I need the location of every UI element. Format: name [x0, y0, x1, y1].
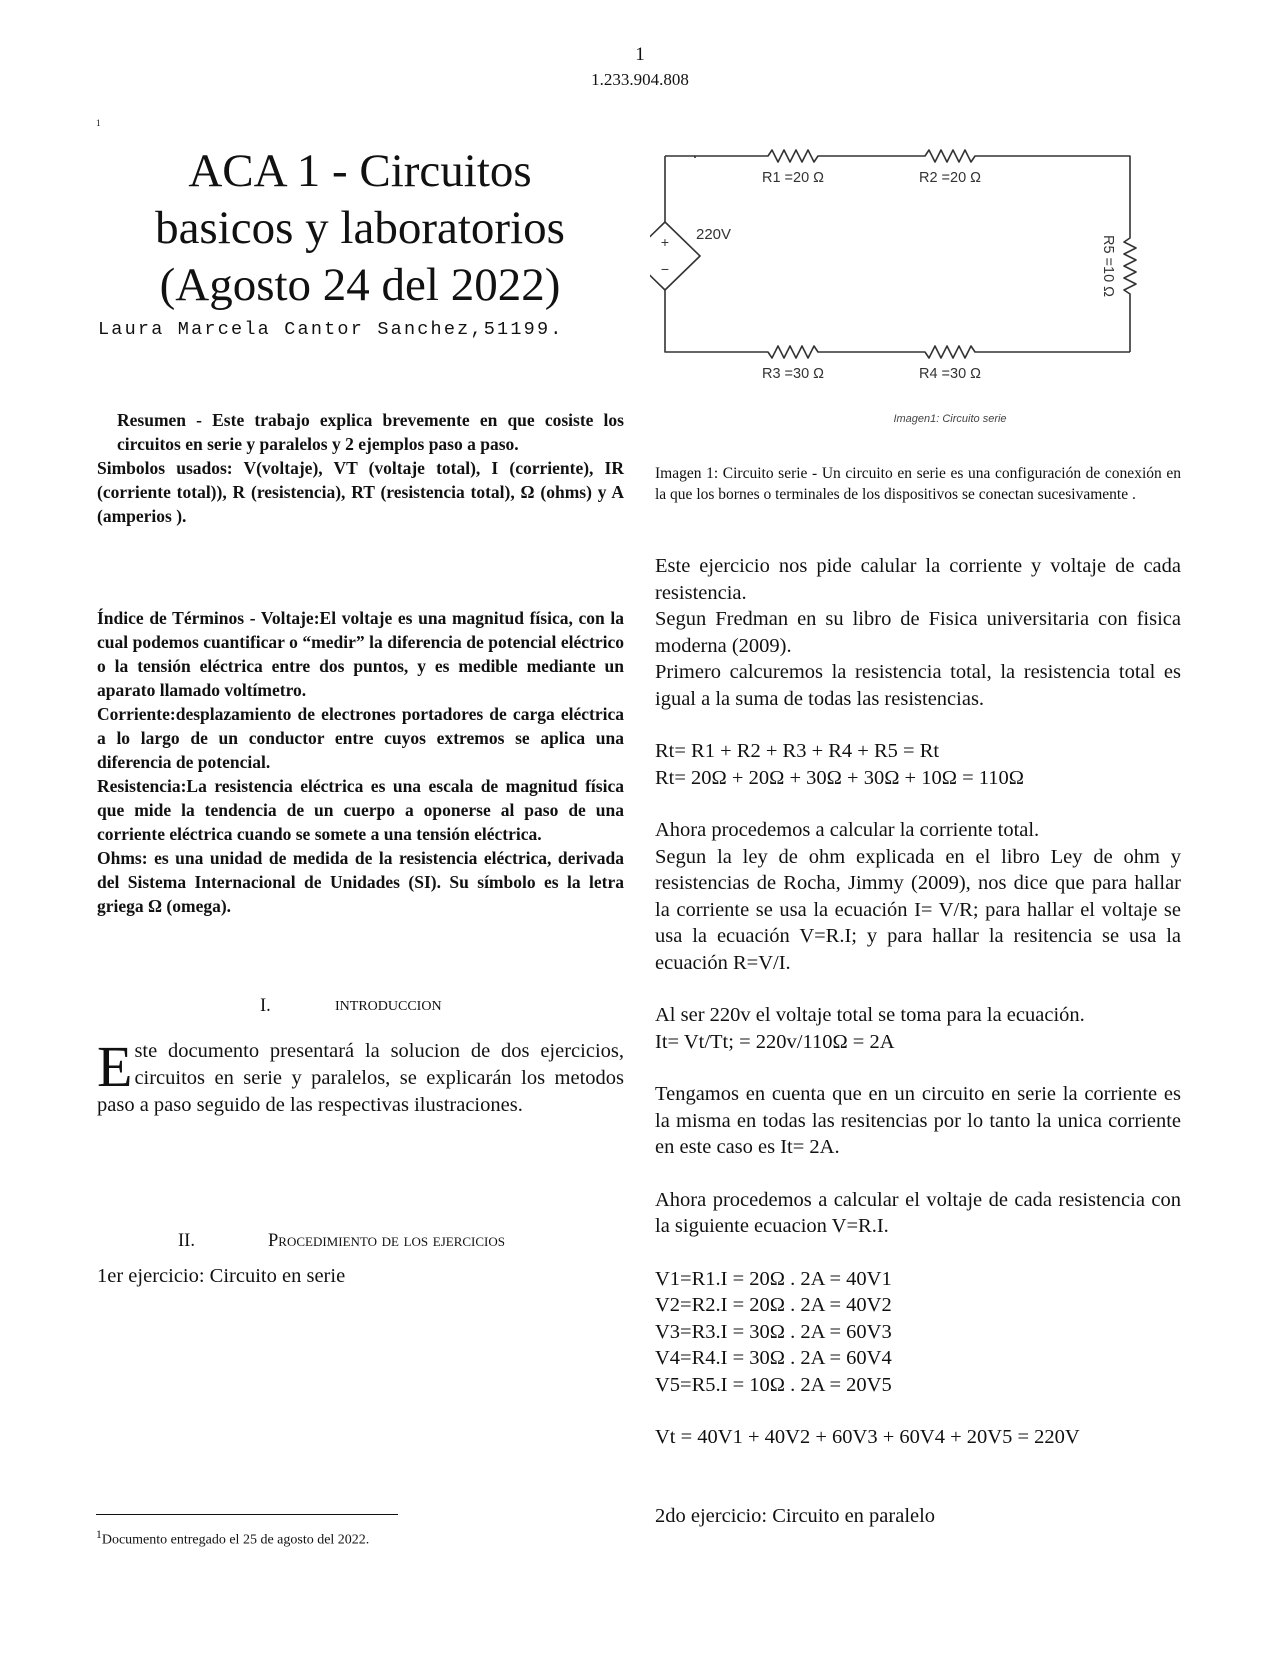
body-p7: Tengamos en cuenta que en un circuito en serie la corriente es la misma en todas las resitencias por lo tanto la unica corriente en este caso es It= 2A.	[655, 1083, 1181, 1158]
wire-bottom	[665, 290, 1130, 358]
footnote-sup: 1	[96, 1528, 102, 1541]
exercise-1-heading: 1er ejercicio: Circuito en serie	[97, 1265, 346, 1287]
body-p6: Al ser 220v el voltaje total se toma para la ecuación.	[655, 1004, 1085, 1026]
source-label: 220V	[696, 226, 732, 243]
index-term-corriente: Corriente:desplazamiento de electrones portadores de carga eléctrica a lo largo de un conductor entre cuyos extremos se aplica una diferencia de potencial.	[97, 704, 624, 772]
title-line-1: ACA 1 - Circuitos	[188, 145, 532, 197]
equation-v2: V2=R2.I = 20Ω . 2A = 40V2	[655, 1294, 892, 1316]
document-id: 1.233.904.808	[591, 70, 689, 89]
title-line-3: (Agosto 24 del 2022)	[159, 259, 561, 311]
author-line: Laura Marcela Cantor Sanchez,51199.	[98, 319, 564, 340]
equation-it: It= Vt/Tt; = 220v/110Ω = 2A	[655, 1030, 895, 1053]
figure-caption: Imagen 1: Circuito serie - Un circuito en serie es una configuración de conexión en la que los bornes o terminales de los dispositivos se conectan sucesivamente .	[655, 465, 1181, 503]
equation-vt: Vt = 40V1 + 40V2 + 60V3 + 60V4 + 20V5 = 220V	[655, 1426, 1080, 1448]
equation-rt-values: Rt= 20Ω + 20Ω + 30Ω + 30Ω + 10Ω = 110Ω	[655, 766, 1025, 789]
section-2-heading	[178, 1231, 505, 1252]
figure-inner-caption: Imagen1: Circuito serie	[893, 413, 1007, 425]
index-term-voltaje: Índice de Términos - Voltaje:El voltaje es una magnitud física, con la cual podemos cuantificar o “medir” la diferencia de potencial eléctrico o la tensión eléctrica entre dos puntos, y es medible mediante un aparato llamado voltímetro.	[97, 608, 624, 700]
body-p2: Segun Fredman en su libro de Fisica universitaria con fisica moderna (2009).	[655, 608, 1181, 657]
page-number: 1	[635, 44, 645, 65]
section-1-numeral: I.	[260, 996, 271, 1016]
index-terms	[97, 606, 624, 918]
introduction-paragraph	[97, 1034, 624, 1119]
wire-left	[665, 156, 695, 222]
abstract-summary: Resumen - Este trabajo explica brevemente en que cosiste los circuitos en serie y paralelos y 2 ejemplos paso a paso.	[117, 410, 624, 454]
equation-rt-symbolic: Rt= R1 + R2 + R3 + R4 + R5 = Rt	[655, 740, 940, 762]
equation-v3: V3=R3.I = 30Ω . 2A = 60V3	[655, 1320, 892, 1343]
footnote-rule	[96, 1514, 398, 1515]
body-p3: Primero calcuremos la resistencia total, la resistencia total es igual a la suma de todas las resistencias.	[655, 661, 1181, 710]
dropcap-letter: E	[97, 1034, 133, 1099]
voltage-source-diamond	[650, 222, 700, 290]
introduction-text: ste documento presentará la solucion de dos ejercicios, circuitos en serie y paralelos, se explicarán los metodos paso a paso seguido de las respectivas ilustraciones.	[97, 1040, 624, 1116]
index-term-resistencia: Resistencia:La resistencia eléctrica es una escala de magnitud física que mide la tendencia de un cuerpo a oponerse al paso de una corriente eléctrica cuando se somete a una tensión eléctrica.	[97, 776, 624, 844]
r5-label: R5 =10 Ω	[1100, 234, 1116, 298]
r3-label: R3 =30 Ω	[761, 366, 825, 382]
right-column-body	[655, 553, 1181, 1529]
equation-v1: V1=R1.I = 20Ω . 2A = 40V1	[655, 1267, 892, 1290]
body-p4: Ahora procedemos a calcular la corriente total.	[655, 819, 1040, 841]
body-p1: Este ejercicio nos pide calular la corriente y voltaje de cada resistencia.	[655, 555, 1181, 604]
abstract-symbols: Simbolos usados: V(voltaje), VT (voltaje total), I (corriente), IR (corriente total)), R (resistencia), RT (resistencia total), Ω (ohms) y A (amperios ).	[97, 458, 624, 526]
equation-v4: V4=R4.I = 30Ω . 2A = 60V4	[655, 1347, 892, 1369]
title-line-2: basicos y laboratorios	[155, 202, 565, 254]
exercise-2-heading: 2do ejercicio: Circuito en paralelo	[655, 1504, 936, 1527]
equation-v5: V5=R5.I = 10Ω . 2A = 20V5	[655, 1373, 892, 1396]
footnote	[96, 1528, 369, 1549]
section-1-heading	[260, 996, 442, 1017]
r1-label: R1 =20 Ω	[761, 170, 825, 186]
r4-label: R4 =30 Ω	[918, 366, 982, 382]
section-1-title: INTRODUCCION	[335, 999, 442, 1014]
body-p8: Ahora procedemos a calcular el voltaje de cada resistencia con la siguiente ecuacion V=R.I.	[655, 1188, 1181, 1237]
series-circuit-diagram	[650, 140, 1170, 440]
source-plus: +	[660, 234, 670, 250]
r2-label: R2 =20 Ω	[918, 170, 982, 186]
source-minus: −	[660, 261, 670, 277]
body-p5: Segun la ley de ohm explicada en el libro Ley de ohm y resistencias de Rocha, Jimmy (2009), nos dice que para hallar la corriente se usa la ecuación I= V/R; para hallar el voltaje se usa la ecuación V=R.I; y para hallar la resitencia se usa la ecuación R=V/I.	[655, 845, 1181, 974]
abstract	[97, 408, 624, 528]
section-2-title: Procedimiento de los ejercicios	[268, 1231, 505, 1251]
footnote-mark: 1	[96, 118, 101, 128]
section-2-numeral: II.	[178, 1231, 195, 1251]
index-term-ohms: Ohms: es una unidad de medida de la resistencia eléctrica, derivada del Sistema Internacional de Unidades (SI). Su símbolo es la letra griega Ω (omega).	[97, 848, 624, 916]
paper-title	[96, 143, 624, 314]
footnote-text: Documento entregado el 25 de agosto del 2022.	[101, 1532, 370, 1548]
